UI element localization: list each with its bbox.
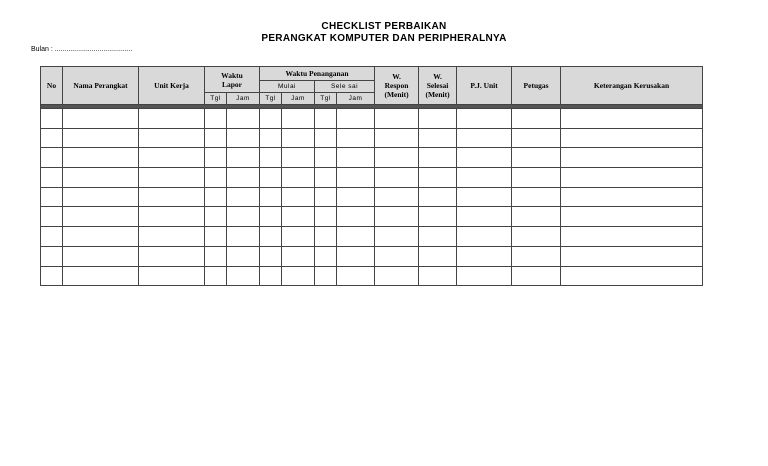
table-cell — [139, 187, 205, 207]
table-cell — [561, 246, 703, 266]
table-cell — [41, 109, 63, 129]
table-cell — [512, 207, 561, 227]
table-cell — [282, 266, 315, 286]
header-mulai: Mulai — [260, 81, 315, 93]
table-cell — [227, 168, 260, 188]
header-w-selesai — [419, 67, 457, 105]
table-cell — [205, 148, 227, 168]
header-w-selesai-line2: Selesai — [426, 81, 449, 90]
table-cell — [205, 109, 227, 129]
table-cell — [260, 207, 282, 227]
table-cell — [205, 227, 227, 247]
table-cell — [315, 227, 337, 247]
header-pj-unit: P.J. Unit — [457, 67, 512, 105]
table-cell — [139, 227, 205, 247]
table-cell — [227, 227, 260, 247]
header-w-respon-line3: (Menit) — [384, 90, 409, 99]
table-cell — [227, 109, 260, 129]
table-cell — [512, 266, 561, 286]
table-cell — [419, 246, 457, 266]
table-cell — [227, 128, 260, 148]
table-cell — [139, 246, 205, 266]
table-row — [41, 128, 703, 148]
checklist-table — [40, 66, 703, 286]
table-cell — [139, 266, 205, 286]
table-cell — [260, 266, 282, 286]
table-cell — [419, 109, 457, 129]
table-cell — [63, 187, 139, 207]
header-mulai-tgl: Tgl — [260, 93, 282, 105]
table-cell — [561, 266, 703, 286]
table-cell — [512, 148, 561, 168]
table-cell — [41, 246, 63, 266]
table-cell — [260, 227, 282, 247]
table-cell — [41, 148, 63, 168]
table-cell — [457, 246, 512, 266]
table-cell — [315, 128, 337, 148]
table-cell — [260, 168, 282, 188]
table-cell — [457, 207, 512, 227]
table-cell — [282, 246, 315, 266]
header-keterangan-kerusakan: Keterangan Kerusakan — [561, 67, 703, 105]
table-cell — [139, 128, 205, 148]
header-lapor-jam: Jam — [227, 93, 260, 105]
table-cell — [337, 207, 375, 227]
table-cell — [419, 187, 457, 207]
table-cell — [512, 187, 561, 207]
table-cell — [282, 128, 315, 148]
table-cell — [260, 246, 282, 266]
document-title-line1: CHECKLIST PERBAIKAN — [321, 21, 447, 32]
table-cell — [419, 168, 457, 188]
table-cell — [315, 266, 337, 286]
table-cell — [457, 187, 512, 207]
table-cell — [63, 266, 139, 286]
header-petugas: Petugas — [512, 67, 561, 105]
table-cell — [282, 187, 315, 207]
header-waktu-lapor — [205, 67, 260, 93]
table-cell — [457, 266, 512, 286]
table-cell — [375, 168, 419, 188]
table-cell — [419, 266, 457, 286]
table-cell — [63, 109, 139, 129]
table-cell — [315, 109, 337, 129]
table-row — [41, 148, 703, 168]
table-cell — [315, 168, 337, 188]
table-cell — [41, 128, 63, 148]
table-cell — [375, 128, 419, 148]
table-cell — [457, 227, 512, 247]
table-cell — [337, 246, 375, 266]
table-cell — [139, 168, 205, 188]
table-cell — [282, 148, 315, 168]
table-cell — [375, 266, 419, 286]
table-row — [41, 227, 703, 247]
table-cell — [375, 246, 419, 266]
table-cell — [205, 168, 227, 188]
header-unit-kerja: Unit Kerja — [139, 67, 205, 105]
header-nama-perangkat: Nama Perangkat — [63, 67, 139, 105]
table-cell — [561, 109, 703, 129]
table-cell — [561, 187, 703, 207]
table-cell — [205, 266, 227, 286]
table-cell — [512, 168, 561, 188]
header-w-respon-line1: W. — [392, 72, 401, 81]
table-cell — [512, 246, 561, 266]
table-cell — [419, 207, 457, 227]
header-mulai-jam: Jam — [282, 93, 315, 105]
table-cell — [205, 128, 227, 148]
header-waktu-penanganan: Waktu Penanganan — [260, 67, 375, 81]
table-row — [41, 109, 703, 129]
header-w-selesai-line3: (Menit) — [425, 90, 450, 99]
header-no: No — [41, 67, 63, 105]
table-row — [41, 207, 703, 227]
header-w-selesai-line1: W. — [433, 72, 442, 81]
table-cell — [337, 148, 375, 168]
table-cell — [41, 207, 63, 227]
header-lapor-tgl: Tgl — [205, 93, 227, 105]
header-selesai-jam: Jam — [337, 93, 375, 105]
table-cell — [457, 148, 512, 168]
table-cell — [282, 207, 315, 227]
table-row — [41, 187, 703, 207]
table-cell — [205, 207, 227, 227]
table-cell — [41, 227, 63, 247]
table-cell — [260, 109, 282, 129]
table-cell — [282, 168, 315, 188]
table-cell — [63, 128, 139, 148]
table-cell — [375, 109, 419, 129]
table-cell — [457, 128, 512, 148]
table-cell — [63, 207, 139, 227]
table-cell — [337, 109, 375, 129]
table-cell — [139, 109, 205, 129]
table-cell — [282, 227, 315, 247]
table-cell — [315, 207, 337, 227]
table-cell — [315, 148, 337, 168]
table-cell — [419, 227, 457, 247]
table-cell — [561, 148, 703, 168]
table-cell — [375, 207, 419, 227]
header-selesai: Sele sai — [315, 81, 375, 93]
table-row — [41, 246, 703, 266]
table-cell — [41, 187, 63, 207]
table-cell — [260, 128, 282, 148]
table-cell — [41, 168, 63, 188]
table-cell — [282, 109, 315, 129]
table-cell — [375, 227, 419, 247]
header-waktu-lapor-line2: Lapor — [221, 79, 242, 89]
table-cell — [375, 148, 419, 168]
table-cell — [337, 187, 375, 207]
table-body — [41, 105, 703, 286]
table-cell — [337, 266, 375, 286]
table-cell — [63, 246, 139, 266]
header-w-respon — [375, 67, 419, 105]
table-cell — [205, 187, 227, 207]
table-cell — [419, 128, 457, 148]
table-cell — [260, 187, 282, 207]
bulan-field: Bulan : ........................................ — [31, 46, 133, 53]
table-cell — [457, 168, 512, 188]
table-cell — [512, 227, 561, 247]
table-cell — [561, 168, 703, 188]
table-cell — [512, 109, 561, 129]
table-cell — [315, 187, 337, 207]
table-cell — [63, 148, 139, 168]
table-cell — [419, 148, 457, 168]
table-cell — [315, 246, 337, 266]
table-cell — [63, 168, 139, 188]
document-title-line2: PERANGKAT KOMPUTER DAN PERIPHERALNYA — [261, 33, 507, 44]
table-row — [41, 266, 703, 286]
table-cell — [457, 109, 512, 129]
table-cell — [139, 148, 205, 168]
table-cell — [227, 187, 260, 207]
header-waktu-lapor-line1: Waktu — [221, 70, 243, 80]
table-cell — [227, 148, 260, 168]
table-cell — [205, 246, 227, 266]
table-cell — [561, 128, 703, 148]
table-cell — [63, 227, 139, 247]
table-cell — [337, 168, 375, 188]
table-cell — [337, 128, 375, 148]
header-w-respon-line2: Respon — [384, 81, 409, 90]
table-cell — [139, 207, 205, 227]
table-cell — [41, 266, 63, 286]
table-cell — [227, 266, 260, 286]
table-cell — [375, 187, 419, 207]
table-cell — [227, 246, 260, 266]
table-cell — [260, 148, 282, 168]
table-row — [41, 168, 703, 188]
table-cell — [337, 227, 375, 247]
table-cell — [227, 207, 260, 227]
table-cell — [561, 207, 703, 227]
table-cell — [512, 128, 561, 148]
table-cell — [561, 227, 703, 247]
header-selesai-tgl: Tgl — [315, 93, 337, 105]
